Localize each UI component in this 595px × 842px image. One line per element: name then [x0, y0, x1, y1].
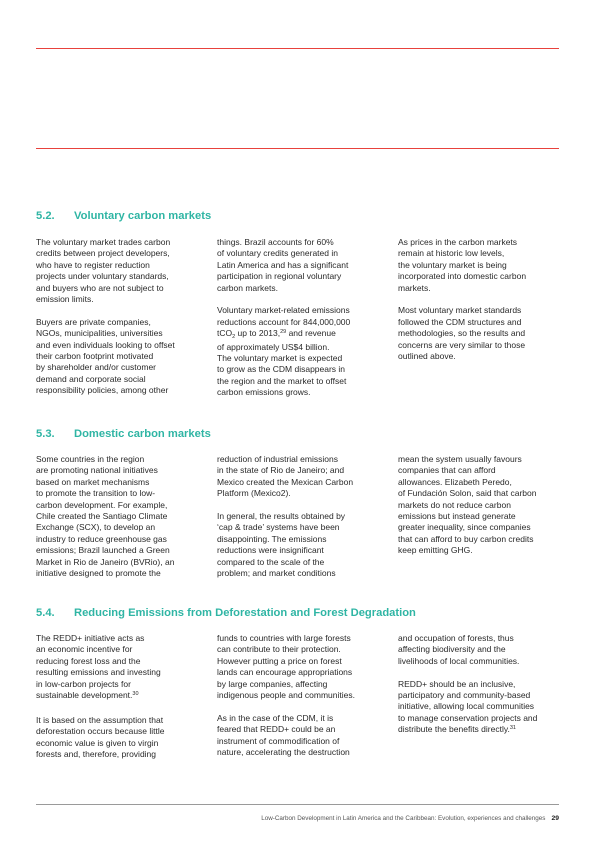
paragraph-text: and revenue of approximately US$4 billion. The voluntary market is expected to grow as the CDM disappears in the region and the market to offset carbon emissions grows. [217, 328, 347, 398]
paragraph: The voluntary market trades carbon credits between project developers, who have to register reduction projects under voluntary standards, and buyers who are not subject to emission limits. [36, 237, 171, 305]
section-heading-5-3 [36, 428, 211, 440]
paragraph: As prices in the carbon markets remain at historic low levels, the voluntary market is being incorporated into domestic carbon markets. [398, 237, 527, 293]
paragraph: In general, the results obtained by ‘cap & trade’ systems have been disappointing. The emissions reductions were insignificant compared to the scale of the problem; and market conditions [217, 511, 346, 579]
paragraph-text: The REDD+ initiative acts as an economic incentive for reducing forest loss and the resulting emissions and investing in low-carbon projects for sustainable development. [36, 633, 161, 701]
text-column-2 [217, 454, 389, 591]
paragraph: things. Brazil accounts for 60% of voluntary credits generated in Latin America and has a significant participation in regional voluntary carbon markets. [217, 237, 349, 293]
paragraph: reduction of industrial emissions in the state of Rio de Janeiro; and Mexico created the Mexican Carbon Platform (Mexico2). [217, 454, 354, 499]
paragraph [217, 305, 389, 398]
footnote-ref: 30 [132, 690, 139, 697]
section-title: Reducing Emissions from Deforestation and Forest Degradation [74, 607, 416, 619]
text-column-3 [398, 237, 570, 374]
section-number: 5.3. [36, 428, 55, 440]
footer-divider [36, 804, 559, 805]
paragraph-text: Voluntary market-related emissions reductions account for 844,000,000 tCO [217, 305, 351, 339]
paragraph: and occupation of forests, thus affecting biodiversity and the livelihoods of local communities. [398, 633, 520, 666]
paragraph: Some countries in the region are promoting national initiatives based on market mechanisms to promote the transition to low- carbon development. For example, Chile created the Santiago Climate Exchange (SCX), to develop an industry to reduce greenhouse gas emissions; Brazil launched a Green Market in Rio de Janeiro (BVRio), an initiative designed to promote the [36, 454, 175, 579]
text-column-1 [36, 633, 208, 772]
paragraph: As in the case of the CDM, it is feared that REDD+ could be an instrument of commodification of nature, accelerating the destruction [217, 712, 350, 758]
top-divider [36, 48, 559, 49]
paragraph [36, 633, 208, 703]
section-heading-5-4 [36, 607, 416, 619]
header-divider [36, 148, 559, 149]
text-column-1 [36, 237, 208, 408]
section-title: Voluntary carbon markets [74, 210, 212, 222]
paragraph-text: REDD+ should be an inclusive, participatory and community-based initiative, allowing local communities to manage conservation projects and distribute the benefits directly. [398, 678, 538, 735]
section-heading-5-2 [36, 210, 211, 222]
paragraph: Most voluntary market standards followed the CDM structures and methodologies, so the results and concerns are very similar to those outlined above. [398, 305, 526, 362]
page-number: 29 [551, 815, 559, 822]
text-column-2 [217, 237, 389, 410]
text-column-1 [36, 454, 208, 591]
paragraph: funds to countries with large forests can contribute to their protection. However putting a price on forest lands can encourage appropriations by large companies, affecting indigenous people and communities. [217, 633, 355, 701]
footer-title: Low-Carbon Development in Latin America and the Caribbean: Evolution, experiences and challenges [261, 815, 546, 822]
text-column-2 [217, 633, 389, 770]
paragraph [398, 679, 570, 738]
page-footer [261, 815, 559, 822]
text-column-3 [398, 454, 570, 568]
paragraph-text: up to 2013, [235, 328, 281, 339]
subscript: 2 [232, 334, 236, 341]
paragraph: Buyers are private companies, NGOs, municipalities, universities and even individuals looking to offset their carbon footprint motivated by shareholder and/or customer demand and corporate social responsibility policies, among other [36, 316, 175, 396]
text-column-3 [398, 633, 570, 749]
paragraph: mean the system usually favours companies that can afford allowances. Elizabeth Peredo, of Fundación Solon, said that carbon markets do not reduce carbon emissions but instead generate greater inequality, since companies that can afford to buy carbon credits keep emitting GHG. [398, 454, 537, 556]
footnote-ref: 29 [280, 328, 287, 335]
section-number: 5.4. [36, 607, 55, 619]
section-number: 5.2. [36, 210, 55, 222]
section-title: Domestic carbon markets [74, 428, 211, 440]
paragraph: It is based on the assumption that deforestation occurs because little economic value is given to virgin forests and, therefore, providing [36, 714, 165, 760]
footnote-ref: 31 [509, 724, 516, 731]
